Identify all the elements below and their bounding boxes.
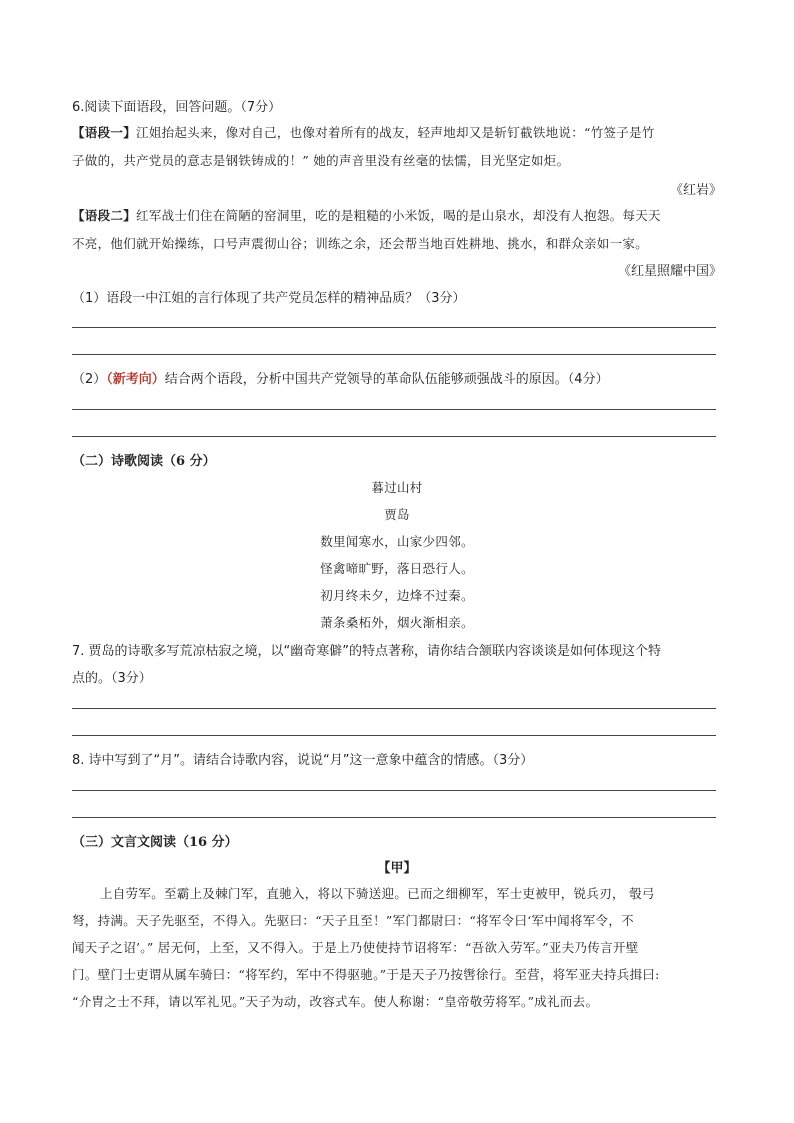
answer-line[interactable] (72, 409, 716, 410)
poem-line: 怪禽啼旷野，落日恐行人。 (320, 561, 474, 576)
q6-sub2-text: 结合两个语段，分析中国共产党领导的革命队伍能够顽强战斗的原因。（4分） (164, 372, 609, 387)
poem-line: 数里闻寒水，山家少四邻。 (320, 534, 474, 549)
classical-text-line: “介胄之士不拜，请以军礼见。”天子为动，改容式车。使人称谢：“皇帝敬劳将军。”成礼而去。 (72, 994, 599, 1009)
section3-subtitle: 【甲】 (377, 861, 417, 876)
answer-line[interactable] (72, 436, 716, 437)
q8: 8. 诗中写到了“月”。请结合诗歌内容，说说“月”这一意象中蕴含的情感。（3分） (72, 753, 534, 768)
new-trend-tag: （新考向） (106, 372, 165, 387)
answer-line[interactable] (72, 735, 716, 736)
passage2-line2: 不亮，他们就开始操练，口号声震彻山谷；训练之余，还会帮当地百姓耕地、挑水，和群众亲如一家。 (72, 236, 649, 251)
q6-title: 6.阅读下面语段，回答问题。（7分） (72, 100, 282, 115)
passage2-line1 (72, 206, 661, 224)
classical-text-line: 闻天子之诏’。” 居无何，上至，又不得入。于是上乃使使持节诏将军：“吾欲入劳军。”亚夫乃传言开壁 (72, 940, 639, 955)
answer-line[interactable] (72, 817, 716, 818)
q6-sub2-number: （2） (72, 372, 107, 387)
passage2-text1: 红军战士们住在简陋的窑洞里，吃的是粗糙的小米饭，喝的是山泉水，却没有人抱怨。每天天 (136, 208, 661, 223)
poem-author: 贾岛 (384, 507, 410, 522)
passage2-source: 《红星照耀中国》 (617, 264, 722, 279)
classical-text-line: 弩，持满。天子先驱至，不得入。先驱曰：“天子且至！”军门都尉曰：“将军令曰‘军中闻将军令，不 (72, 913, 634, 928)
q7-line1: 7. 贾岛的诗歌多写荒凉枯寂之境，以“幽奇寒僻”的特点著称，请你结合颔联内容谈谈是如何体现这个特 (72, 644, 662, 659)
q6-sub1: （1）语段一中江姐的言行体现了共产党员怎样的精神品质？（3分） (72, 291, 466, 306)
section3-title: （三）文言文阅读（16 分） (72, 835, 238, 850)
classical-text-line: 门。壁门士吏谓从属车骑曰：“将军约，军中不得驱驰。”于是天子乃按辔徐行。至营，将军亚夫持兵揖曰: (72, 967, 660, 982)
answer-line[interactable] (72, 354, 716, 355)
q6-sub2 (72, 368, 609, 387)
answer-line[interactable] (72, 327, 716, 328)
poem-title: 暮过山村 (371, 480, 423, 495)
q7-line2: 点的。（3分） (72, 671, 152, 686)
poem-line: 萧条桑柘外，烟火渐相亲。 (320, 615, 474, 630)
passage1-text1: 江姐抬起头来，像对自己，也像对着所有的战友，轻声地却又是斩钉截铁地说：“竹签子是竹 (136, 125, 655, 140)
passage1-line1 (72, 123, 655, 141)
passage2-tag: 【语段二】 (72, 208, 137, 223)
answer-line[interactable] (72, 708, 716, 709)
passage1-line2: 子做的，共产党员的意志是钢铁铸成的！” 她的声音里没有丝毫的怯懦，目光坚定如炬。 (72, 153, 570, 168)
answer-line[interactable] (72, 790, 716, 791)
poem-line: 初月终未夕，边烽不过秦。 (320, 588, 474, 603)
section2-title: （二）诗歌阅读（6 分） (72, 454, 216, 469)
passage1-source: 《红岩》 (669, 183, 722, 198)
classical-text-line: 上自劳军。至霸上及棘门军，直驰入，将以下骑送迎。已而之细柳军，军士吏被甲，锐兵刃， 彀弓 (100, 886, 655, 901)
passage1-tag: 【语段一】 (72, 125, 137, 140)
